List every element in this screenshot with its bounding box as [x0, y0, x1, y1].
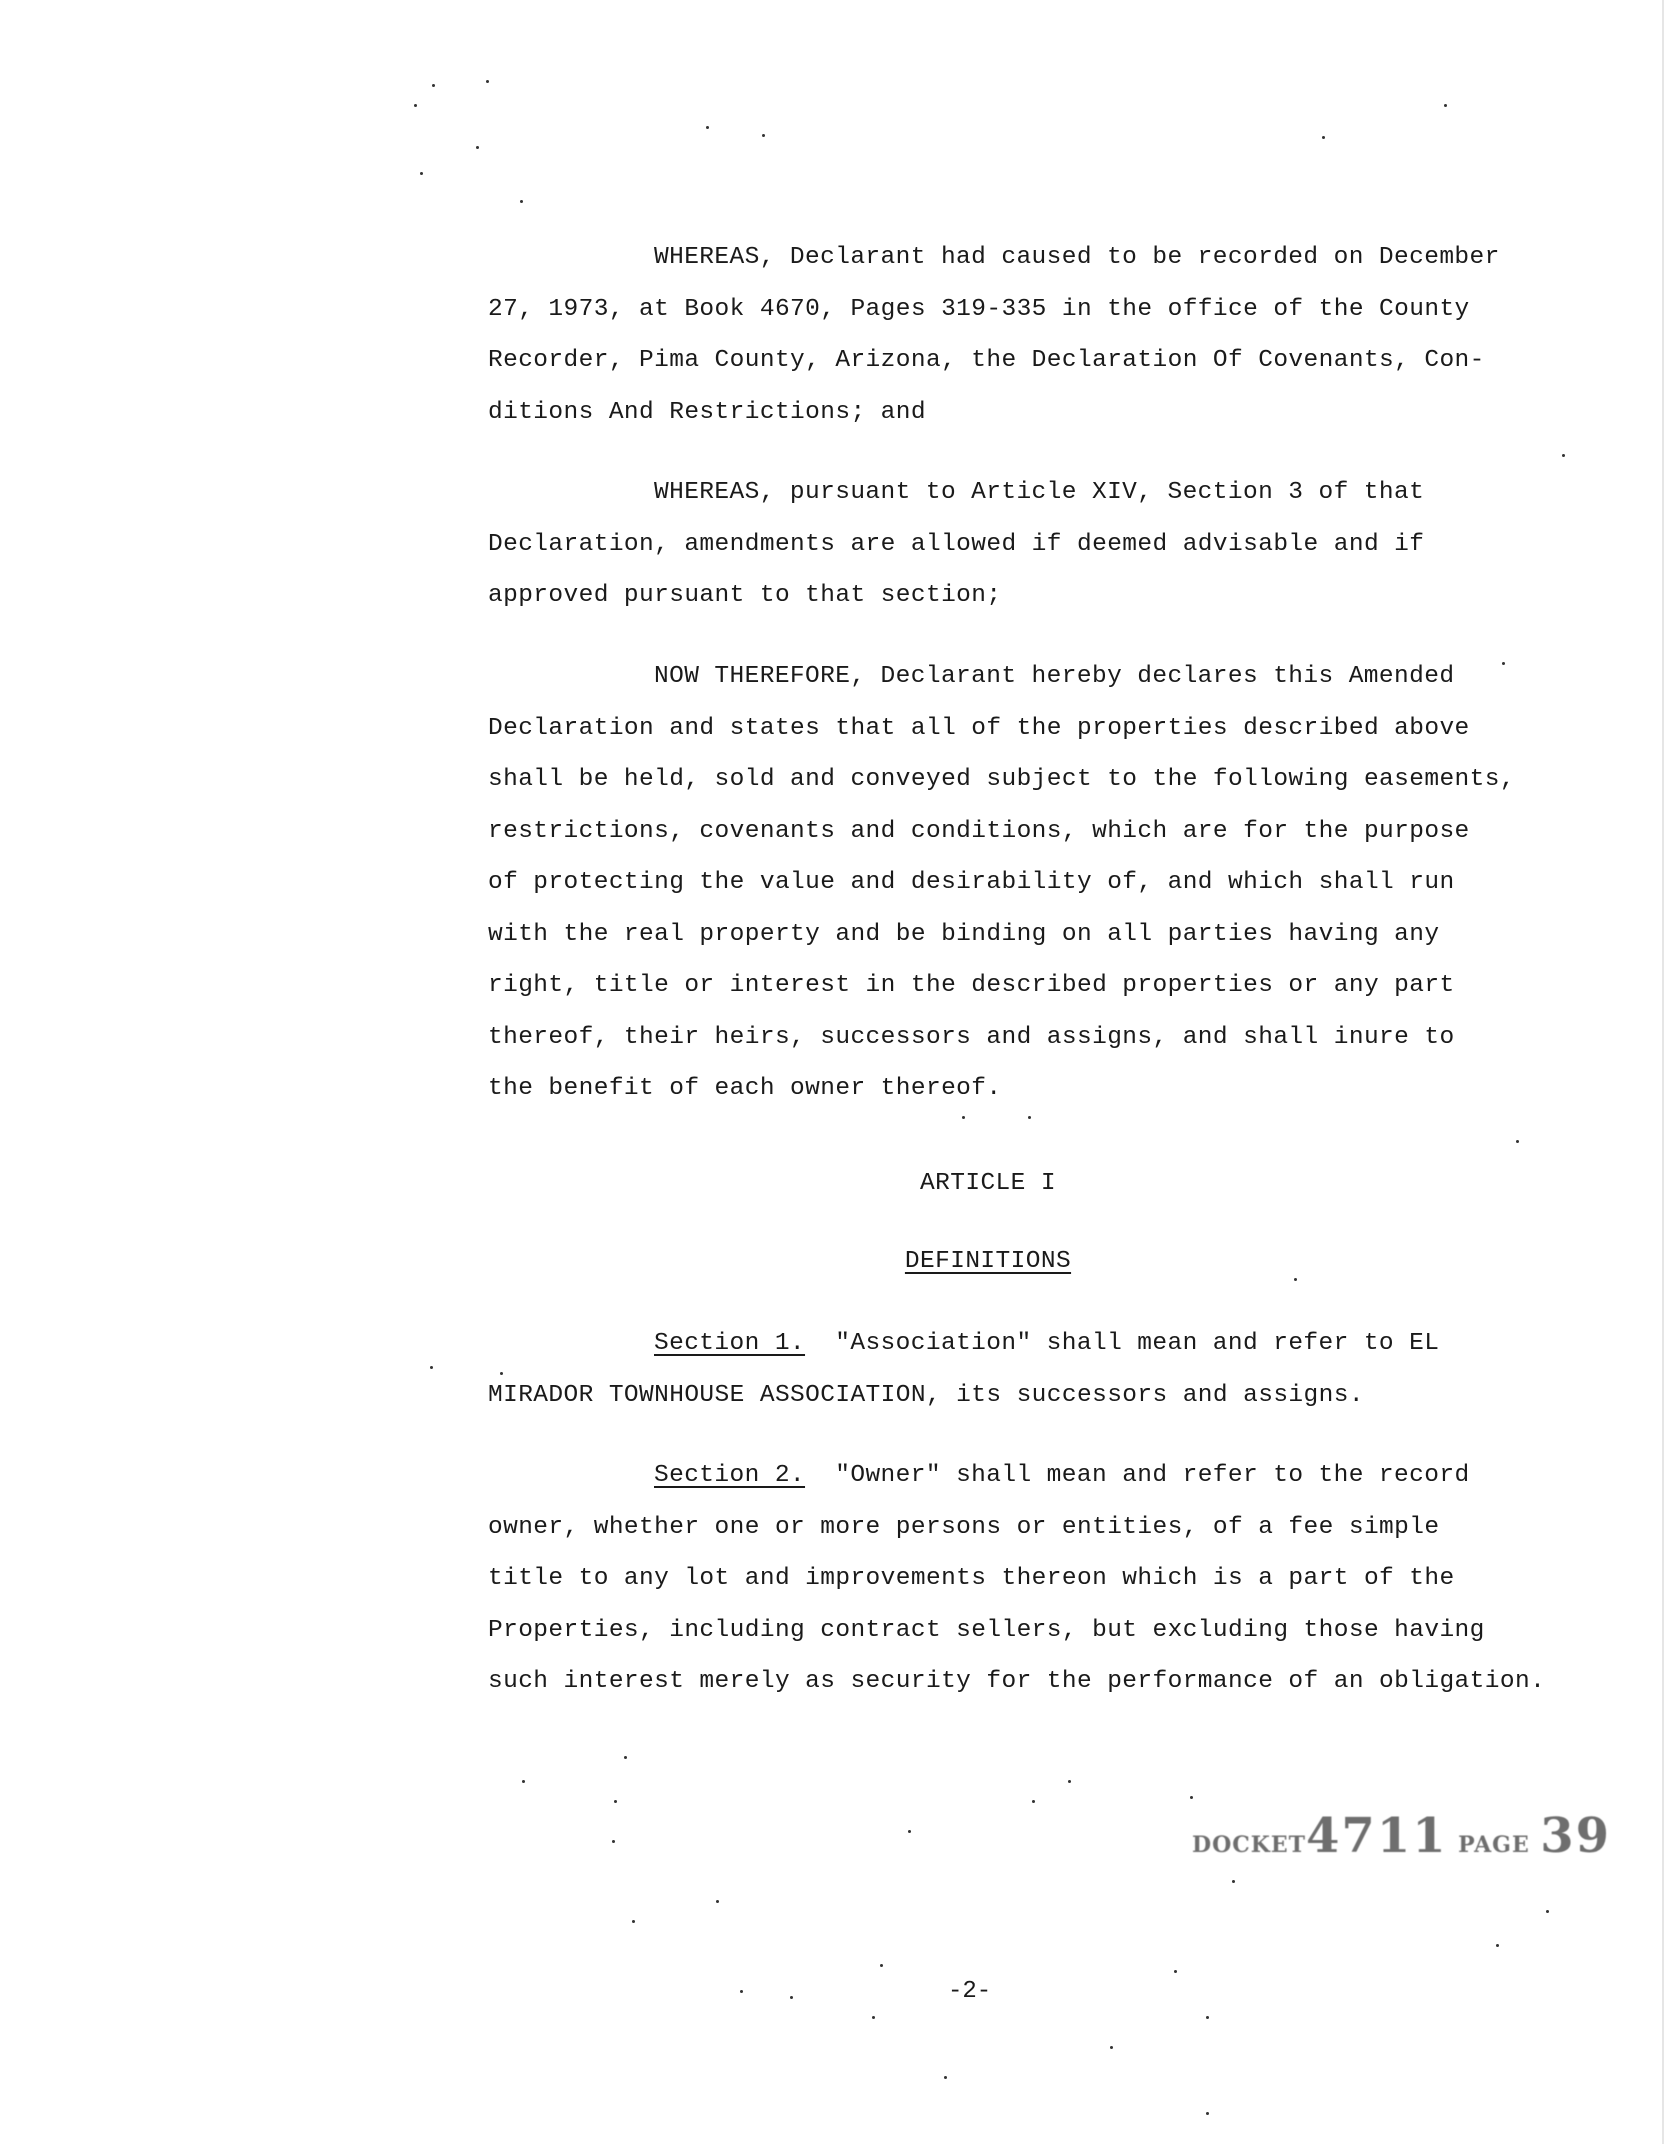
- stamp-page-label: PAGE: [1458, 1832, 1530, 1858]
- section-2-first-text: "Owner" shall mean and refer to the record: [835, 1462, 1470, 1489]
- text-line: Declaration, amendments are allowed if deemed advisable and if: [488, 530, 1425, 558]
- scan-speck: [1190, 1796, 1193, 1799]
- text-line: restrictions, covenants and conditions, which are for the purpose: [488, 817, 1470, 845]
- text-line: Properties, including contract sellers, but excluding those having: [488, 1616, 1485, 1644]
- scan-speck: [1562, 454, 1565, 457]
- text-line: Declaration and states that all of the properties described above: [488, 714, 1470, 742]
- scan-speck: [716, 1900, 719, 1903]
- section-2-label: Section 2.: [654, 1462, 806, 1489]
- scan-speck: [500, 1372, 503, 1375]
- text-line: Recorder, Pima County, Arizona, the Declaration Of Covenants, Con-: [488, 347, 1485, 374]
- text-line: ditions And Restrictions; and: [488, 398, 926, 426]
- scan-speck: [1516, 1140, 1519, 1143]
- text-line: WHEREAS, pursuant to Article XIV, Section 3 of that: [654, 479, 1425, 506]
- scan-speck: [790, 1996, 793, 1999]
- scan-speck: [476, 146, 479, 149]
- scan-speck: [762, 134, 765, 137]
- scan-speck: [522, 1780, 525, 1783]
- stamp-prefix: DOCKET: [1192, 1832, 1307, 1858]
- scan-speck: [430, 1366, 433, 1369]
- scan-speck: [962, 1116, 965, 1119]
- article-title: [488, 1248, 1488, 1275]
- text-line: the benefit of each owner thereof.: [488, 1075, 1002, 1102]
- text-line: title to any lot and improvements thereon which is a part of the: [488, 1565, 1455, 1592]
- section-1-label: Section 1.: [654, 1330, 806, 1357]
- article-heading: ARTICLE I: [920, 1170, 1056, 1197]
- scan-speck: [908, 1830, 911, 1833]
- scan-speck: [1206, 2112, 1209, 2115]
- scan-speck: [1174, 1970, 1177, 1973]
- scan-speck: [614, 1800, 617, 1803]
- scan-speck: [1028, 1116, 1031, 1119]
- section-2-first-line: [488, 1450, 1568, 1502]
- scan-speck: [706, 126, 709, 129]
- scan-speck: [414, 104, 417, 107]
- scan-speck: [632, 1920, 635, 1923]
- scan-speck: [1322, 136, 1325, 139]
- text-line: MIRADOR TOWNHOUSE ASSOCIATION, its successors and assigns.: [488, 1381, 1364, 1409]
- scan-speck: [944, 2076, 947, 2079]
- recorder-stamp: [1192, 1808, 1611, 1864]
- paragraph-whereas-pursuant: [488, 467, 1568, 622]
- paragraph-now-therefore: [488, 651, 1568, 1115]
- scan-speck: [1206, 2016, 1209, 2019]
- scan-speck: [1110, 2046, 1113, 2049]
- scan-speck: [624, 1756, 627, 1759]
- scan-speck: [420, 172, 423, 175]
- scan-speck: [1546, 1910, 1549, 1913]
- text-line: such interest merely as security for the performance of an obligation.: [488, 1668, 1546, 1695]
- text-line: 27, 1973, at Book 4670, Pages 319-335 in the office of the County: [488, 295, 1470, 323]
- text-line: NOW THEREFORE, Declarant hereby declares this Amended: [654, 663, 1455, 690]
- scan-speck: [1294, 1278, 1297, 1281]
- stamp-page: 39: [1540, 1808, 1612, 1864]
- scan-speck: [612, 1840, 615, 1843]
- scan-speck: [1068, 1780, 1071, 1783]
- scan-speck: [872, 2016, 875, 2019]
- scan-speck: [740, 1990, 743, 1993]
- text-line: shall be held, sold and conveyed subject to the following easements,: [488, 766, 1515, 793]
- section-1-first-line: [488, 1318, 1568, 1370]
- stamp-book: 4711: [1306, 1808, 1448, 1864]
- text-line: WHEREAS, Declarant had caused to be recorded on December: [654, 244, 1500, 271]
- text-line: approved pursuant to that section;: [488, 582, 1002, 609]
- scan-speck: [1232, 1880, 1235, 1883]
- scan-speck: [880, 1964, 883, 1967]
- article-title-text: DEFINITIONS: [904, 1248, 1072, 1275]
- text-line: right, title or interest in the described properties or any part: [488, 972, 1455, 999]
- scan-speck: [432, 84, 435, 87]
- page-number: -2-: [948, 1978, 992, 2005]
- paragraph-whereas-recorded: [488, 232, 1568, 438]
- text-line: with the real property and be binding on all parties having any: [488, 920, 1440, 948]
- section-2: [488, 1450, 1568, 1708]
- section-1: [488, 1318, 1568, 1421]
- scan-speck: [520, 200, 523, 203]
- text-line: of protecting the value and desirability of, and which shall run: [488, 869, 1455, 896]
- scan-speck: [1502, 662, 1505, 665]
- text-line: thereof, their heirs, successors and assigns, and shall inure to: [488, 1023, 1455, 1051]
- section-1-first-text: "Association" shall mean and refer to EL: [835, 1330, 1440, 1357]
- text-line: owner, whether one or more persons or entities, of a fee simple: [488, 1513, 1440, 1541]
- scan-speck: [486, 80, 489, 83]
- scan-speck: [1496, 1944, 1499, 1947]
- scan-speck: [1032, 1800, 1035, 1803]
- scan-speck: [1444, 104, 1447, 107]
